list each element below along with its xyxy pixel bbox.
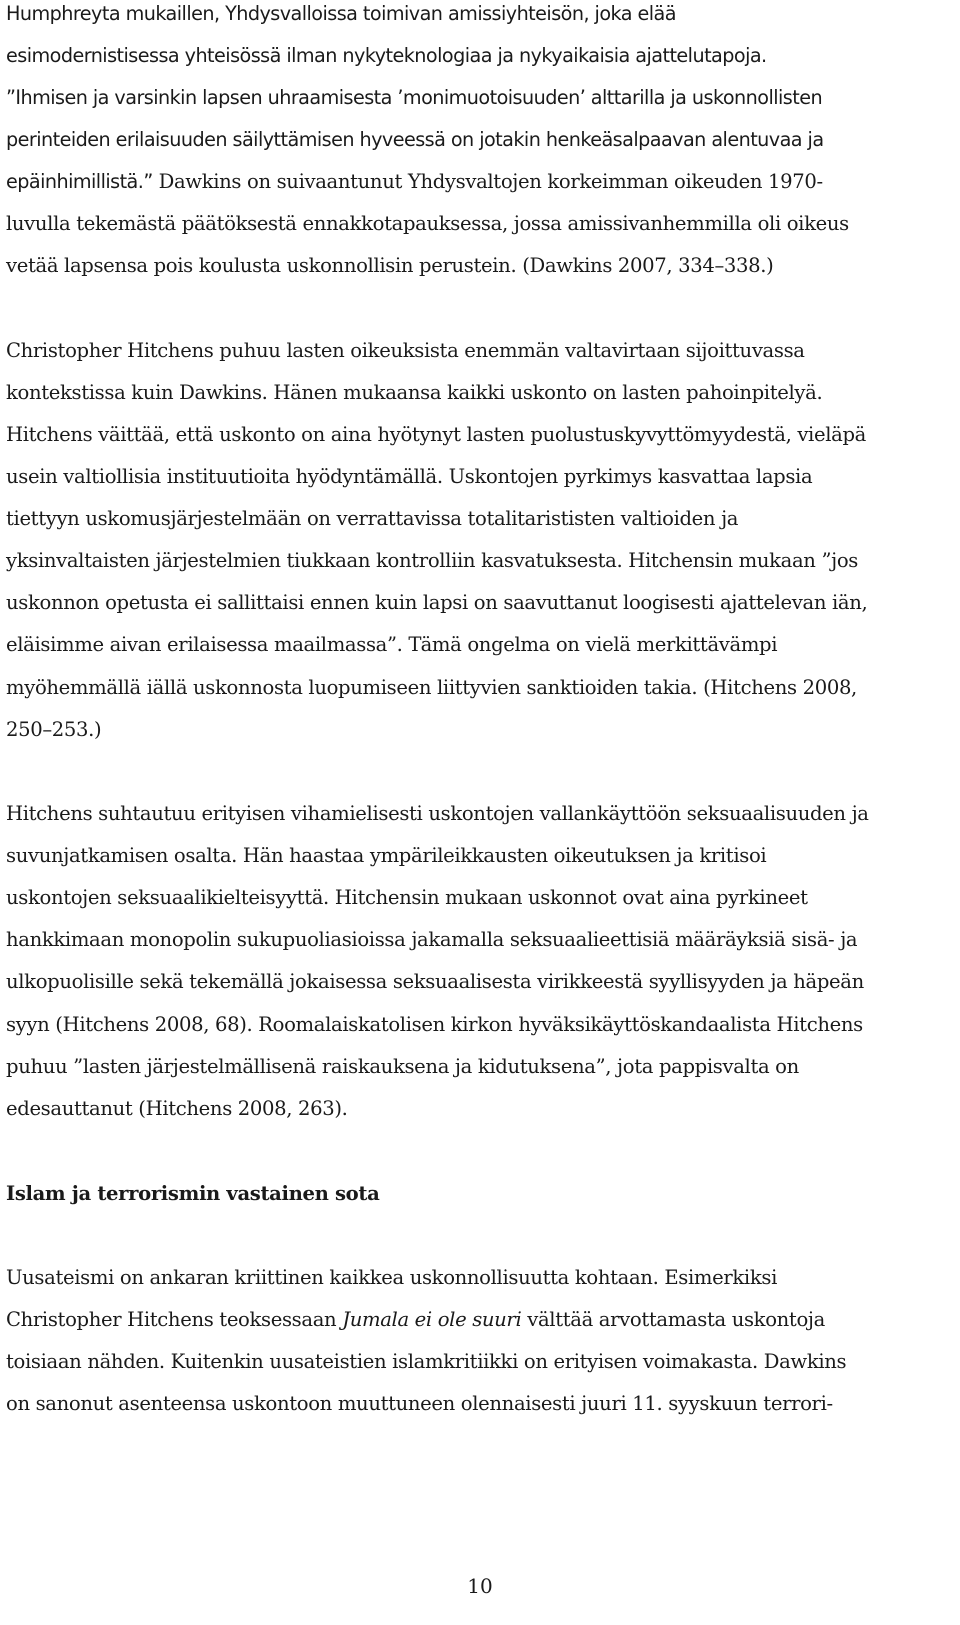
text-line: kontekstissa kuin Dawkins. Hänen mukaansa kaikki uskonto on lasten pahoinpitelyä. — [6, 381, 823, 404]
text-line: uskontojen seksuaalikielteisyyttä. Hitchensin mukaan uskonnot ovat aina pyrkineet — [6, 886, 808, 909]
text-line: toisiaan nähden. Kuitenkin uusateistien islamkritiikki on erityisen voimakasta. Dawkins — [6, 1350, 847, 1373]
text-line: Christopher Hitchens puhuu lasten oikeuksista enemmän valtavirtaan sijoittuvassa — [6, 339, 805, 362]
text-line: tiettyyn uskomusjärjestelmään on verrattavissa totalitarististen valtioiden ja — [6, 507, 739, 530]
text-span: Dawkins on suivaantunut Yhdysvaltojen korkeimman oikeuden 1970- — [152, 170, 823, 193]
text-line: edesauttanut (Hitchens 2008, 263). — [6, 1097, 348, 1120]
text-line: perinteiden erilaisuuden säilyttämisen hyveessä on jotakin henkeäsalpaavan alentuvaa ja — [6, 128, 824, 151]
text-line: myöhemmällä iällä uskonnosta luopumiseen liittyvien sanktioiden takia. (Hitchens 2008, — [6, 676, 857, 699]
text-line: ulkopuolisille sekä tekemällä jokaisessa seksuaalisesta virikkeestä syyllisyyden ja häpeän — [6, 970, 864, 993]
text-line: hankkimaan monopolin sukupuoliasioissa jakamalla seksuaalieettisiä määräyksiä sisä- ja — [6, 928, 858, 951]
text-line: on sanonut asenteensa uskontoon muuttuneen olennaisesti juuri 11. syyskuun terrori- — [6, 1392, 833, 1415]
text-line: yksinvaltaisten järjestelmien tiukkaan kontrolliin kasvatuksesta. Hitchensin mukaan ”jos — [6, 549, 859, 572]
text-line: luvulla tekemästä päätöksestä ennakkotapauksessa, jossa amissivanhemmilla oli oikeus — [6, 212, 849, 235]
text-line: 250–253.) — [6, 718, 102, 741]
section-heading: Islam ja terrorismin vastainen sota — [6, 1182, 380, 1205]
text-line: eläisimme aivan erilaisessa maailmassa”. Tämä ongelma on vielä merkittävämpi — [6, 633, 778, 656]
text-line: vetää lapsensa pois koulusta uskonnollisin perustein. (Dawkins 2007, 334–338.) — [6, 254, 774, 277]
text-line: esimodernistisessa yhteisössä ilman nykyteknologiaa ja nykyaikaisia ajattelutapoja. — [6, 44, 767, 67]
text-line: Humphreyta mukaillen, Yhdysvalloissa toimivan amissiyhteisön, joka elää — [6, 2, 676, 25]
text-line: Uusateismi on ankaran kriittinen kaikkea uskonnollisuutta kohtaan. Esimerkiksi — [6, 1266, 777, 1289]
text-span: välttää arvottamasta uskontoja — [521, 1308, 825, 1331]
text-line: Hitchens suhtautuu erityisen vihamielisesti uskontojen vallankäyttöön seksuaalisuuden ja — [6, 802, 869, 825]
text-line: suvunjatkamisen osalta. Hän haastaa ympärileikkausten oikeutuksen ja kritisoi — [6, 844, 767, 867]
text-line: ”Ihmisen ja varsinkin lapsen uhraamisesta ’monimuotoisuuden’ alttarilla ja uskonnollisten — [6, 86, 823, 109]
text-line: puhuu ”lasten järjestelmällisenä raiskauksena ja kidutuksena”, jota pappisvalta on — [6, 1055, 799, 1078]
text-line: syyn (Hitchens 2008, 68). Roomalaiskatolisen kirkon hyväksikäyttöskandaalista Hitchens — [6, 1013, 863, 1036]
quote-end: epäinhimillistä.” — [6, 170, 153, 193]
book-title: Jumala ei ole suuri — [342, 1308, 522, 1331]
text-line — [6, 1308, 825, 1332]
text-line — [6, 170, 823, 194]
text-span: Christopher Hitchens teoksessaan — [6, 1308, 343, 1331]
page-number: 10 — [467, 1574, 493, 1598]
text-line: usein valtiollisia instituutioita hyödyntämällä. Uskontojen pyrkimys kasvattaa lapsia — [6, 465, 813, 488]
text-line: Hitchens väittää, että uskonto on aina hyötynyt lasten puolustuskyvyttömyydestä, vieläpä — [6, 423, 866, 446]
text-line: uskonnon opetusta ei sallittaisi ennen kuin lapsi on saavuttanut loogisesti ajattelevan iän, — [6, 591, 868, 614]
